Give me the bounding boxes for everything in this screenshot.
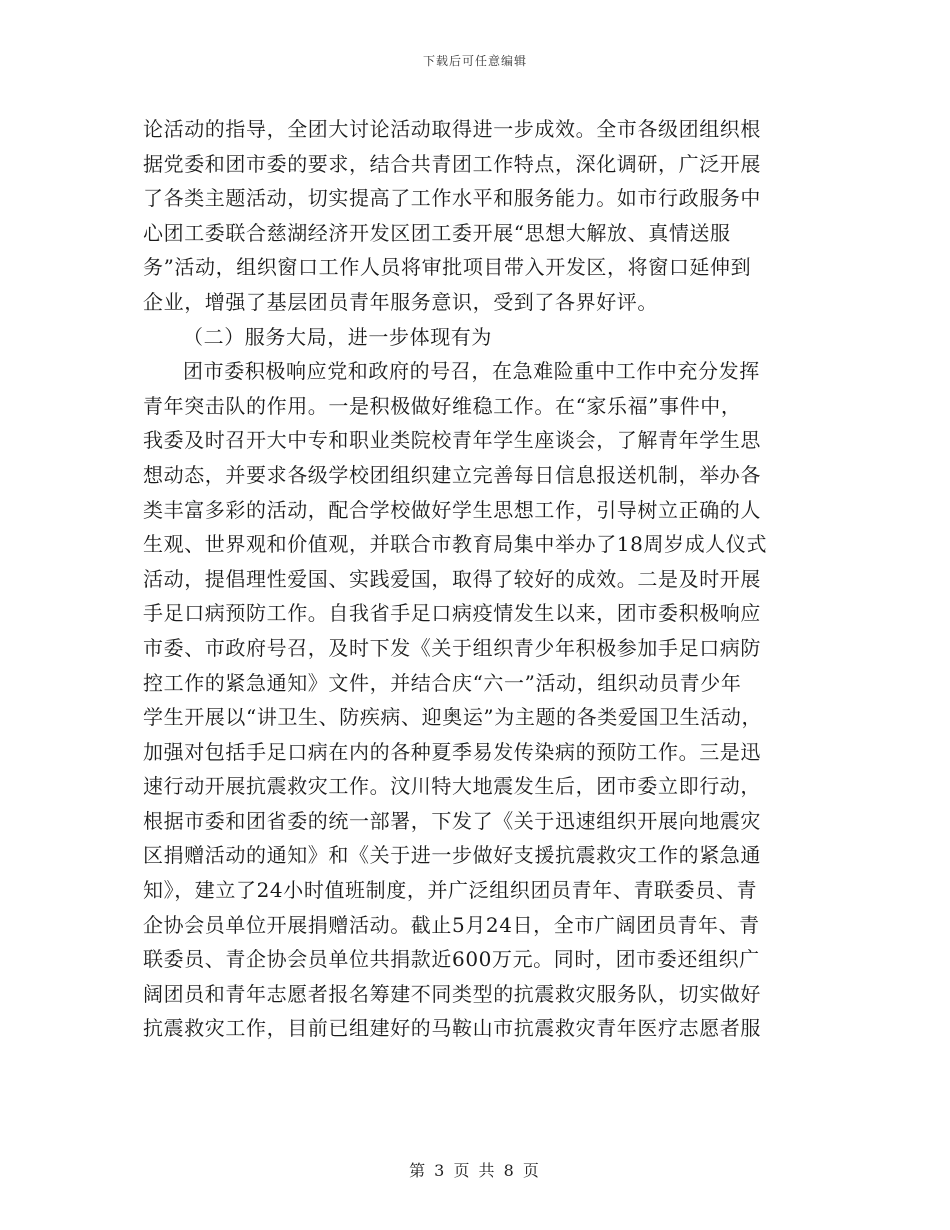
text-line: 心团工委联合慈湖经济开发区团工委开展“思想大解放、真情送服	[143, 220, 731, 245]
text-line: 企业，增强了基层团员青年服务意识，受到了各界好评。	[143, 289, 658, 314]
page-number: 第 3 页 共 8 页	[409, 1161, 541, 1180]
text-line: 知》，建立了24小时值班制度，并广泛组织团员青年、青联委员、青	[143, 878, 758, 903]
text-line: 想动态，并要求各级学校团组织建立完善每日信息报送机制，举办各	[143, 462, 761, 487]
text-line: 活动，提倡理性爱国、实践爱国，取得了较好的成效。二是及时开展	[143, 566, 761, 591]
text-line: 联委员、青企协会员单位共捐款近600万元。同时，团市委还组织广	[143, 947, 760, 972]
text-line: 了各类主题活动，切实提高了工作水平和服务能力。如市行政服务中	[143, 186, 761, 211]
text-line: 加强对包括手足口病在内的各种夏季易发传染病的预防工作。三是迅	[143, 739, 761, 764]
text-line: 企协会员单位开展捐赠活动。截止5月24日，全市广阔团员青年、青	[143, 912, 760, 937]
text-line: 类丰富多彩的活动，配合学校做好学生思想工作，引导树立正确的人	[143, 497, 761, 522]
body-text	[143, 112, 803, 1046]
text-line: 据党委和团市委的要求，结合共青团工作特点，深化调研，广泛开展	[143, 151, 761, 176]
page-header: 下载后可任意编辑	[422, 54, 527, 68]
text-line: 区捐赠活动的通知》和《关于进一步做好支援抗震救灾工作的紧急通	[143, 843, 761, 868]
text-line: 抗震救灾工作，目前已组建好的马鞍山市抗震救灾青年医疗志愿者服	[143, 1016, 761, 1041]
text-line: 论活动的指导，全团大讨论活动取得进一步成效。全市各级团组织根	[143, 117, 761, 141]
text-line: 青年突击队的作用。一是积极做好维稳工作。在“家乐福”事件中，	[143, 393, 742, 418]
text-line: 阔团员和青年志愿者报名筹建不同类型的抗震救灾服务队，切实做好	[143, 981, 761, 1006]
text-line: 务”活动，组织窗口工作人员将审批项目带入开发区，将窗口延伸到	[143, 255, 752, 280]
text-line: 速行动开展抗震救灾工作。汶川特大地震发生后，团市委立即行动，	[143, 774, 761, 799]
section-heading: （二）服务大局，进一步体现有为	[183, 324, 492, 349]
text-line: 生观、世界观和价值观，并联合市教育局集中举办了18周岁成人仪式	[143, 532, 768, 557]
text-line: 学生开展以“讲卫生、防疾病、迎奥运”为主题的各类爱国卫生活动，	[143, 705, 763, 730]
text-line: 控工作的紧急通知》文件，并结合庆“六一”活动，组织动员青少年	[143, 670, 742, 695]
text-line: 市委、市政府号召，及时下发《关于组织青少年积极参加手足口病防	[143, 635, 761, 660]
paragraph-start-line: 团市委积极响应党和政府的号召，在急难险重中工作中充分发挥	[183, 359, 760, 384]
text-line: 手足口病预防工作。自我省手足口病疫情发生以来，团市委积极响应	[143, 601, 761, 626]
text-line: 根据市委和团省委的统一部署，下发了《关于迅速组织开展向地震灾	[143, 808, 761, 833]
text-line: 我委及时召开大中专和职业类院校青年学生座谈会，了解青年学生思	[143, 428, 761, 453]
